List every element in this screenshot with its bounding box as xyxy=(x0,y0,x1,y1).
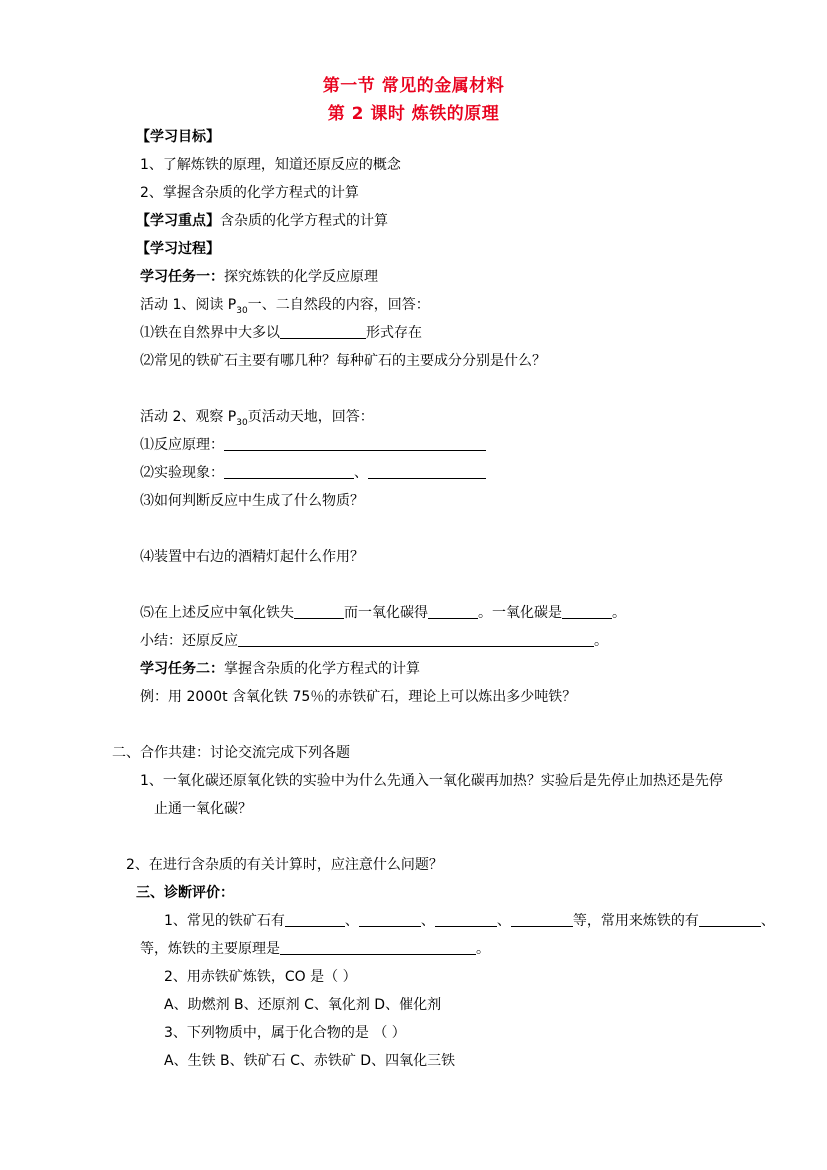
answer-blank[interactable] xyxy=(368,464,486,479)
activity1-intro xyxy=(140,295,430,315)
evaluation-q1-c: 等，炼铁的主要原理是 xyxy=(140,941,280,957)
answer-blank[interactable] xyxy=(224,464,354,479)
separator: 、 xyxy=(344,913,359,929)
key-point-heading: 【学习重点】 xyxy=(136,213,220,229)
separator: 、 xyxy=(496,913,511,929)
objective-item: 2、掌握含杂质的化学方程式的计算 xyxy=(140,185,359,201)
activity2-q5-d: 。 xyxy=(612,605,626,621)
activity2-q1-text: ⑴反应原理： xyxy=(140,437,224,453)
evaluation-q1-b: 等，常用来炼铁的有 xyxy=(572,913,699,929)
page-subtitle: 第 2 课时 炼铁的原理 xyxy=(327,104,500,124)
separator: 、 xyxy=(420,913,435,929)
answer-blank[interactable] xyxy=(224,436,486,451)
evaluation-q1-line2 xyxy=(140,939,490,959)
cooperation-q1-line1: 1、一氧化碳还原氧化铁的实验中为什么先通入一氧化碳再加热？实验后是先停止加热还是先停 xyxy=(140,773,723,789)
activity2-prefix: 活动 2、观察 P xyxy=(140,409,237,425)
activity2-q5-b: 而一氧化碳得 xyxy=(344,605,428,621)
summary-end: 。 xyxy=(594,633,608,649)
activity2-q2-text: ⑵实验现象： xyxy=(140,465,224,481)
evaluation-q2: 2、用赤铁矿炼铁，CO 是（ ） xyxy=(164,969,357,985)
evaluation-q2-options: A、助燃剂 B、还原剂 C、氧化剂 D、催化剂 xyxy=(164,997,442,1013)
activity1-q2: ⑵常见的铁矿石主要有哪几种？每种矿石的主要成分分别是什么？ xyxy=(140,353,546,369)
task2 xyxy=(140,659,420,679)
cooperation-q1-line2: 止通一氧化碳？ xyxy=(154,801,252,817)
activity2-q5 xyxy=(140,603,626,623)
evaluation-q3-options: A、生铁 B、铁矿石 C、赤铁矿 D、四氧化三铁 xyxy=(164,1053,456,1069)
example-problem: 例：用 2000t 含氧化铁 75％的赤铁矿石，理论上可以炼出多少吨铁？ xyxy=(140,689,577,705)
activity1-q1-text: ⑴铁在自然界中大多以 xyxy=(140,325,280,341)
activity2-intro xyxy=(140,407,374,427)
task1 xyxy=(140,267,378,287)
evaluation-q1-a: 1、常见的铁矿石有 xyxy=(164,913,285,929)
objective-item: 1、了解炼铁的原理，知道还原反应的概念 xyxy=(140,157,401,173)
activity1-page-number: 30 xyxy=(236,306,248,316)
key-point xyxy=(136,211,388,231)
cooperation-q2: 2、在进行含杂质的有关计算时，应注意什么问题？ xyxy=(126,857,443,873)
activity2-q2 xyxy=(140,463,486,483)
task1-text: 探究炼铁的化学反应原理 xyxy=(224,269,378,285)
separator: 、 xyxy=(760,913,775,929)
cooperation-heading: 二、合作共建：讨论交流完成下列各题 xyxy=(112,745,350,761)
evaluation-q3: 3、下列物质中，属于化合物的是 （ ） xyxy=(164,1025,406,1041)
activity2-q3: ⑶如何判断反应中生成了什么物质？ xyxy=(140,493,364,509)
objectives-heading: 【学习目标】 xyxy=(136,129,220,145)
answer-blank[interactable] xyxy=(562,604,612,619)
activity2-suffix: 页活动天地，回答： xyxy=(247,409,374,425)
activity1-q1 xyxy=(140,323,422,343)
summary xyxy=(140,631,608,651)
process-heading: 【学习过程】 xyxy=(136,241,220,257)
activity2-q5-c: 。一氧化碳是 xyxy=(478,605,562,621)
answer-blank[interactable] xyxy=(359,912,421,927)
answer-blank[interactable] xyxy=(280,324,366,339)
answer-blank[interactable] xyxy=(280,940,476,955)
key-point-text: 含杂质的化学方程式的计算 xyxy=(220,213,388,229)
answer-blank[interactable] xyxy=(294,604,344,619)
answer-blank[interactable] xyxy=(435,912,497,927)
evaluation-heading: 三、诊断评价： xyxy=(136,885,234,901)
activity2-page-number: 30 xyxy=(236,418,248,428)
task2-text: 掌握含杂质的化学方程式的计算 xyxy=(224,661,420,677)
activity1-q1-after: 形式存在 xyxy=(366,325,422,341)
summary-label: 小结：还原反应 xyxy=(140,633,238,649)
answer-blank[interactable] xyxy=(699,912,761,927)
activity2-q1 xyxy=(140,435,486,455)
evaluation-q1-end: 。 xyxy=(476,941,490,957)
activity2-q5-a: ⑸在上述反应中氧化铁失 xyxy=(140,605,294,621)
evaluation-q1-line1 xyxy=(164,911,775,931)
activity1-suffix: 一、二自然段的内容，回答： xyxy=(247,297,430,313)
answer-blank[interactable] xyxy=(238,632,594,647)
answer-blank[interactable] xyxy=(511,912,573,927)
answer-blank[interactable] xyxy=(285,912,345,927)
task2-label: 学习任务二： xyxy=(140,661,224,677)
separator: 、 xyxy=(354,465,368,481)
page-title: 第一节 常见的金属材料 xyxy=(322,76,505,96)
answer-blank[interactable] xyxy=(428,604,478,619)
task1-label: 学习任务一： xyxy=(140,269,224,285)
activity1-prefix: 活动 1、阅读 P xyxy=(140,297,237,313)
activity2-q4: ⑷装置中右边的酒精灯起什么作用？ xyxy=(140,549,364,565)
